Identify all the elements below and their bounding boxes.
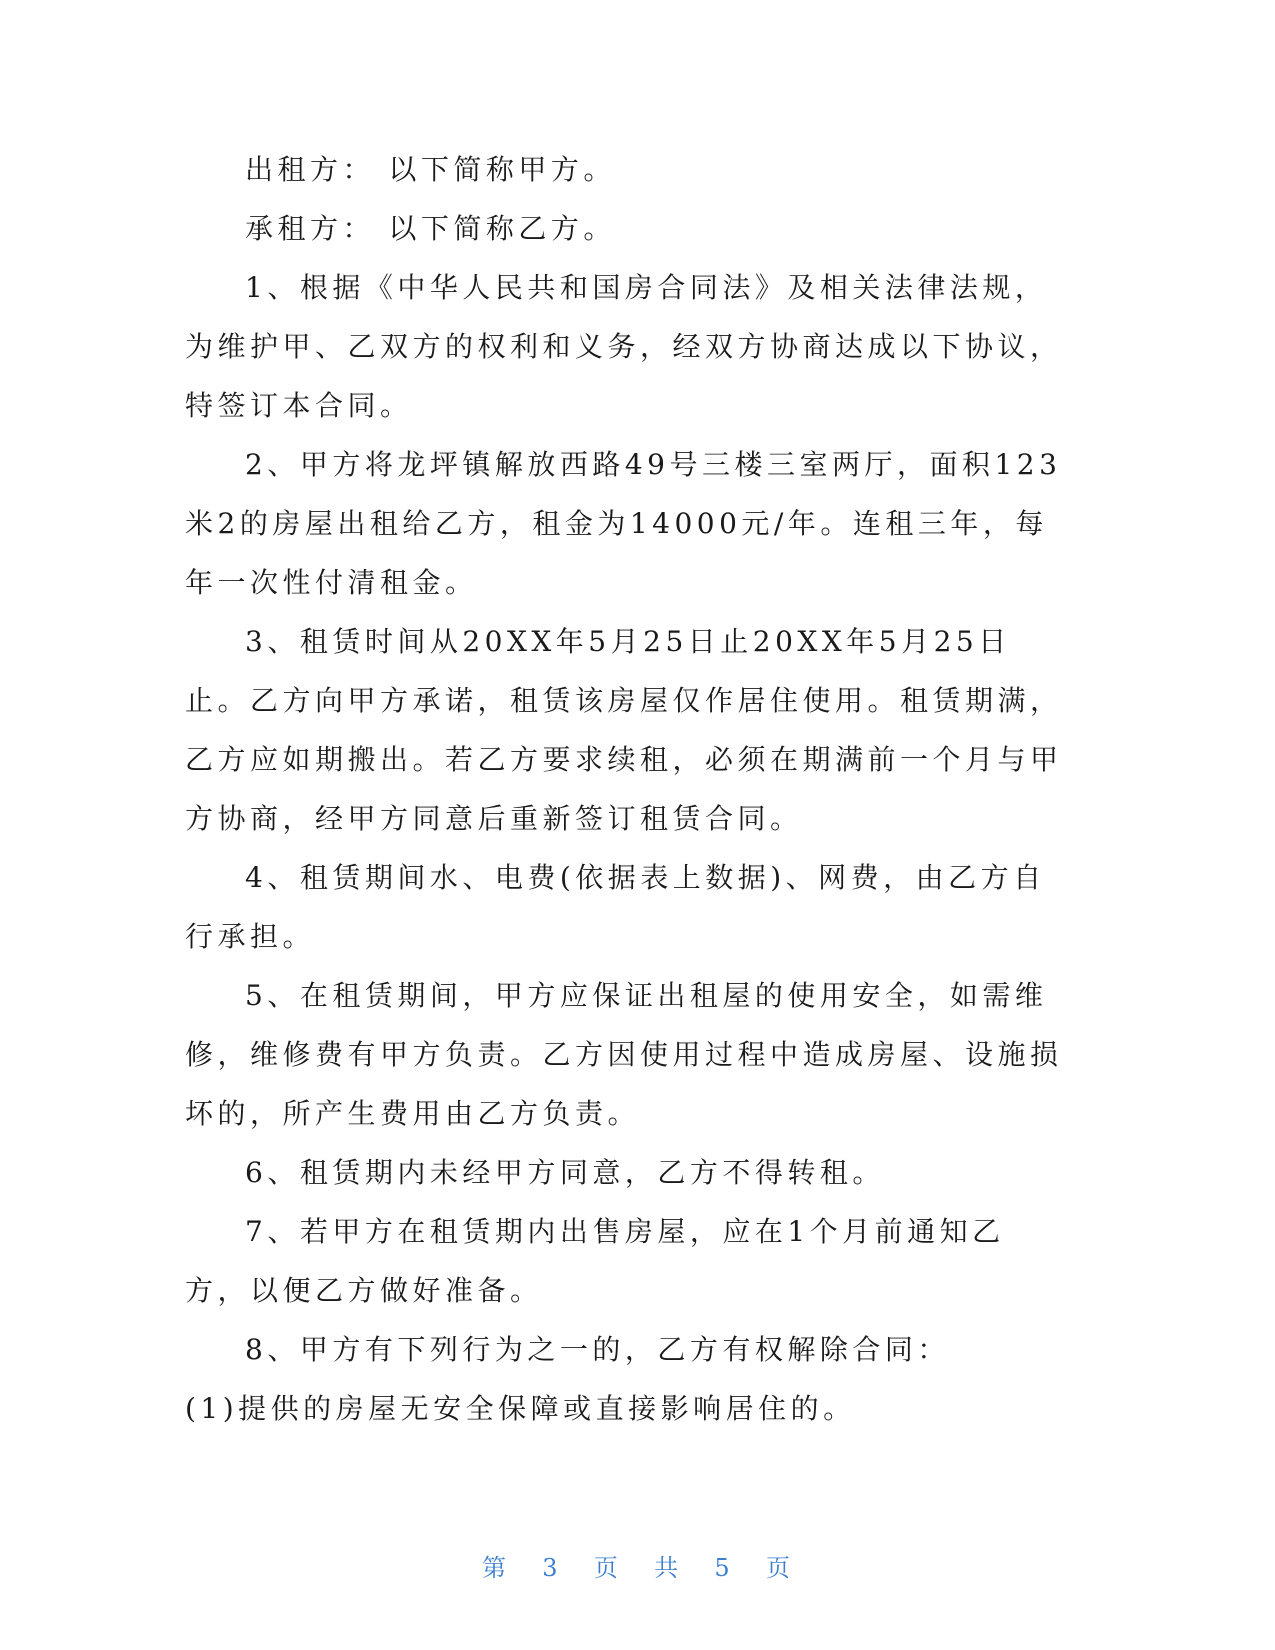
clause-5: 5、在租赁期间，甲方应保证出租屋的使用安全，如需维修，维修费有甲方负责。乙方因使用过程中造成房屋、设施损坏的，所产生费用由乙方负责。 [185, 979, 1063, 1130]
clause-3: 3、租赁时间从20XX年5月25日止20XX年5月25日止。乙方向甲方承诺，租赁该房屋仅作居住使用。租赁期满，乙方应如期搬出。若乙方要求续租，必须在期满前一个月与甲方协商，经甲方同意后重新签订租赁合同。 [185, 625, 1063, 835]
page-number-footer [0, 1548, 1275, 1583]
footer-page-word: 页 [593, 1554, 621, 1582]
lessee-line: 承租方： 以下简称乙方。 [245, 212, 616, 245]
contract-body [185, 140, 1065, 1438]
current-page-number: 3 [542, 1554, 561, 1582]
footer-prefix: 第 [482, 1554, 510, 1582]
clause-6: 6、租赁期内未经甲方同意，乙方不得转租。 [245, 1156, 885, 1189]
footer-suffix: 页 [765, 1554, 793, 1582]
clause-1: 1、根据《中华人民共和国房合同法》及相关法律法规，为维护甲、乙双方的权利和义务，经双方协商达成以下协议，特签订本合同。 [185, 271, 1063, 422]
lessor-line: 出租方： 以下简称甲方。 [245, 153, 616, 186]
clause-8: 8、甲方有下列行为之一的，乙方有权解除合同： [245, 1333, 950, 1366]
clause-4: 4、租赁期间水、电费(依据表上数据)、网费，由乙方自行承担。 [185, 861, 1046, 953]
footer-total-prefix: 共 [654, 1554, 682, 1582]
clause-8-item-1: (1)提供的房屋无安全保障或直接影响居住的。 [185, 1392, 856, 1425]
total-pages-number: 5 [714, 1554, 733, 1582]
clause-2: 2、甲方将龙坪镇解放西路49号三楼三室两厅，面积123米2的房屋出租给乙方，租金为14000元/年。连租三年，每年一次性付清租金。 [185, 448, 1062, 599]
clause-7: 7、若甲方在租赁期内出售房屋，应在1个月前通知乙方，以便乙方做好准备。 [185, 1215, 1005, 1307]
